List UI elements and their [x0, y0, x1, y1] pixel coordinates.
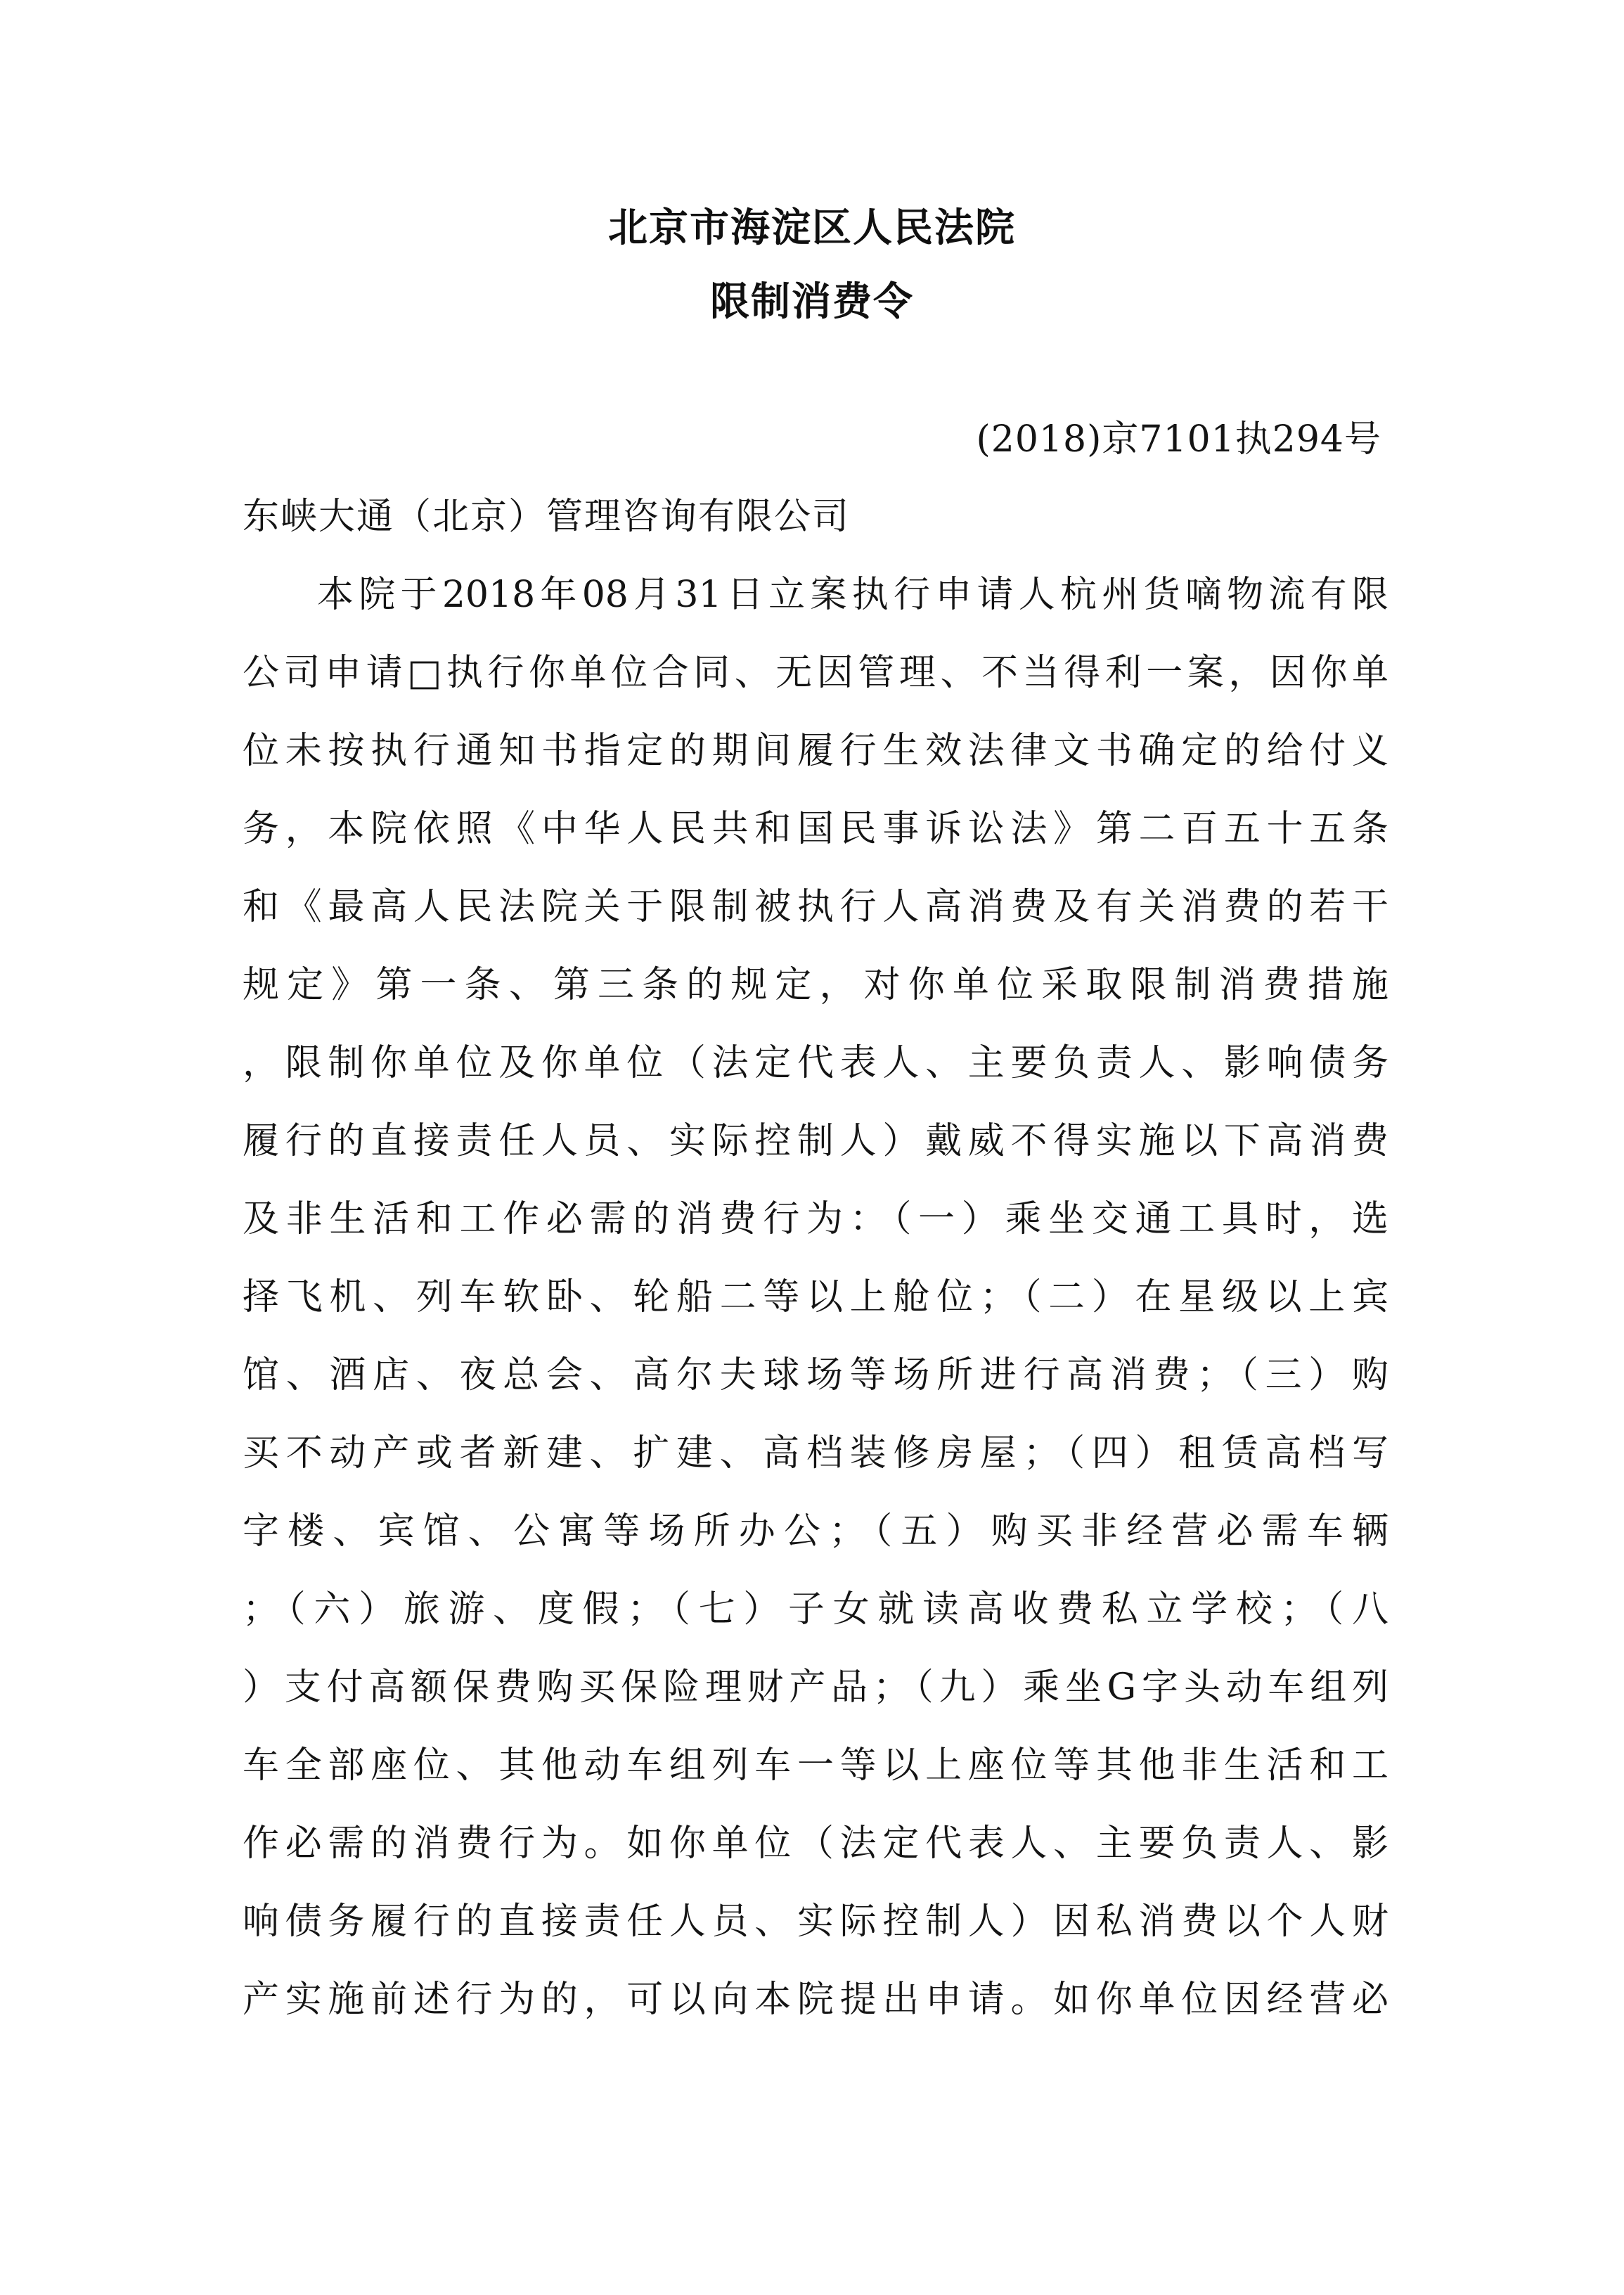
body-line: 务，本院依照《中华人民共和国民事诉讼法》第二百五十五条	[243, 808, 1388, 850]
body-line: 履行的直接责任人员、实际控制人）戴威不得实施以下高消费	[243, 1120, 1388, 1162]
body-line: 规定》第一条、第三条的规定，对你单位采取限制消费措施	[243, 964, 1388, 1006]
body-line: 响债务履行的直接责任人员、实际控制人）因私消费以个人财	[243, 1901, 1388, 1943]
body-line: 本院于2018年08月31日立案执行申请人杭州货嘀物流有限	[317, 574, 1388, 616]
body-line: 公司申请□执行你单位合同、无因管理、不当得利一案，因你单	[243, 652, 1388, 694]
body-line: 产实施前述行为的，可以向本院提出申请。如你单位因经营必	[243, 1979, 1388, 2021]
document-title: 限制消费令	[710, 279, 914, 325]
court-name: 北京市海淀区人民法院	[608, 205, 1016, 251]
body-line: ）支付高额保费购买保险理财产品；（九）乘坐G字头动车组列	[243, 1666, 1388, 1709]
case-number: (2018)京7101执294号	[976, 418, 1381, 461]
body-line: ；（六）旅游、度假；（七）子女就读高收费私立学校；（八	[243, 1588, 1388, 1631]
body-line: 馆、酒店、夜总会、高尔夫球场等场所进行高消费；（三）购	[243, 1354, 1388, 1396]
body-line: 位未按执行通知书指定的期间履行生效法律文书确定的给付义	[243, 730, 1388, 772]
body-line: 买不动产或者新建、扩建、高档装修房屋；（四）租赁高档写	[243, 1432, 1388, 1474]
body-line: 作必需的消费行为。如你单位（法定代表人、主要负责人、影	[243, 1822, 1388, 1865]
recipient-name: 东峡大通（北京）管理咨询有限公司	[243, 496, 851, 538]
body-line: 择飞机、列车软卧、轮船二等以上舱位；（二）在星级以上宾	[243, 1276, 1388, 1318]
body-line: ，限制你单位及你单位（法定代表人、主要负责人、影响债务	[243, 1042, 1388, 1084]
body-text	[243, 570, 1388, 2053]
body-line: 及非生活和工作必需的消费行为：（一）乘坐交通工具时，选	[243, 1198, 1388, 1240]
body-line: 和《最高人民法院关于限制被执行人高消费及有关消费的若干	[243, 886, 1388, 928]
body-line: 字楼、宾馆、公寓等场所办公；（五）购买非经营必需车辆	[243, 1510, 1388, 1552]
body-line: 车全部座位、其他动车组列车一等以上座位等其他非生活和工	[243, 1744, 1388, 1787]
